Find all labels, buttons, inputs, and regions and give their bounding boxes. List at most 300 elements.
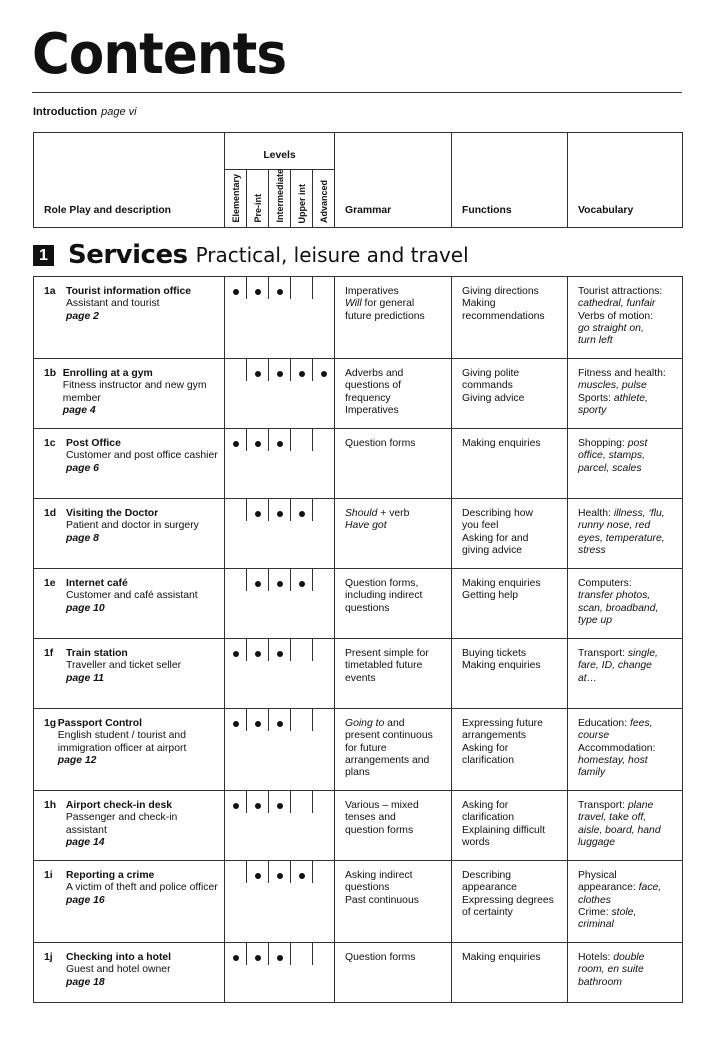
table-row	[34, 639, 683, 709]
grammar-cell	[335, 429, 452, 499]
plain-text: Asking for and	[462, 532, 529, 544]
plain-text: timetabled future	[345, 660, 423, 672]
text-line	[578, 895, 676, 907]
unit-title: Airport check-in desk	[65, 800, 173, 811]
role-play-body	[66, 648, 181, 685]
text-line	[462, 520, 561, 532]
level-dot-icon	[277, 873, 283, 879]
level-dots	[225, 709, 334, 731]
level-column	[269, 861, 291, 883]
text-line	[578, 882, 676, 894]
vocabulary-cell	[568, 277, 683, 359]
plain-text: Fitness and health:	[578, 368, 666, 379]
plain-text: Making enquiries	[462, 578, 541, 589]
role-play-cell	[34, 277, 225, 359]
text-line	[578, 298, 676, 310]
level-dot-icon	[321, 371, 327, 377]
level-dot-icon	[255, 371, 261, 377]
unit-description: Fitness instructor and new gym member	[62, 380, 207, 404]
levels-cell	[225, 861, 335, 943]
level-column	[269, 429, 291, 451]
role-play-cell	[34, 359, 225, 429]
level-dot-icon	[233, 651, 239, 657]
level-dots	[225, 791, 334, 813]
plain-text: recommendations	[462, 310, 545, 322]
italic-text: go straight on,	[578, 322, 644, 334]
unit-page: page 8	[66, 532, 99, 544]
plain-text: Hotels:	[578, 952, 614, 963]
plain-text: Tourist attractions:	[578, 286, 663, 297]
italic-text: bathroom	[578, 976, 622, 988]
level-column	[247, 499, 269, 521]
level-column	[225, 861, 247, 883]
grammar-cell	[335, 861, 452, 943]
vocabulary-cell	[568, 943, 683, 1003]
plain-text: Sports:	[578, 392, 614, 404]
unit-description: Traveller and ticket seller	[66, 660, 182, 672]
text-line	[462, 755, 561, 767]
role-play-entry	[44, 718, 220, 767]
unit-description: English student / tourist and immigration officer at airport	[57, 730, 187, 754]
text-line	[345, 393, 445, 405]
vocabulary-cell	[568, 569, 683, 639]
text-line	[345, 718, 445, 730]
italic-text: cathedral, funfair	[578, 298, 656, 310]
text-line	[578, 335, 676, 347]
text-line	[578, 533, 676, 545]
level-column	[225, 277, 247, 299]
level-column	[269, 499, 291, 521]
role-play-body	[66, 578, 198, 615]
role-play-entry	[44, 648, 220, 685]
plain-text: Adverbs and	[345, 368, 404, 379]
levels-cell	[225, 359, 335, 429]
unit-page: page 12	[57, 754, 97, 766]
plain-text: Asking for	[462, 800, 509, 811]
level-column	[291, 569, 313, 591]
level-column	[225, 943, 247, 965]
section-subtitle: Practical, leisure and travel	[195, 243, 469, 267]
unit-page: page 2	[66, 310, 99, 322]
italic-text: runny nose, red	[578, 520, 651, 532]
italic-text: room, en suite	[578, 964, 644, 976]
text-line	[578, 964, 676, 976]
level-column	[291, 429, 313, 451]
level-column	[291, 943, 313, 965]
text-line	[345, 673, 445, 685]
role-play-cell	[34, 569, 225, 639]
level-dot-icon	[255, 289, 261, 295]
text-line	[578, 438, 676, 450]
text-line	[345, 298, 445, 310]
role-play-entry	[44, 800, 220, 849]
level-dots	[225, 569, 334, 591]
italic-text: Going to	[345, 718, 385, 729]
functions-cell	[452, 569, 568, 639]
functions-cell	[452, 709, 568, 791]
vocabulary-cell	[568, 861, 683, 943]
grammar-cell	[335, 709, 452, 791]
plain-text: Question forms	[345, 438, 416, 449]
levels-cell	[225, 943, 335, 1003]
text-line	[462, 870, 561, 882]
unit-title: Post Office	[66, 438, 121, 449]
plain-text: question forms	[345, 824, 414, 836]
level-column	[225, 639, 247, 661]
plain-text: Transport:	[578, 800, 628, 811]
italic-text: at…	[578, 672, 598, 684]
plain-text: Imperatives	[345, 286, 399, 297]
italic-text: fare, ID, change	[578, 660, 652, 672]
level-column	[247, 429, 269, 451]
level-column	[291, 639, 313, 661]
text-line	[462, 286, 561, 298]
unit-title: Passport Control	[57, 718, 143, 729]
level-column	[313, 277, 334, 299]
level-dot-icon	[299, 371, 305, 377]
italic-text: Should	[345, 508, 378, 519]
level-column	[313, 861, 334, 883]
plain-text: frequency	[345, 392, 391, 404]
plain-text: Expressing degrees	[462, 894, 554, 906]
italic-text: eyes, temperature,	[578, 532, 665, 544]
vocabulary-cell	[568, 639, 683, 709]
text-line	[462, 438, 561, 450]
level-column	[247, 277, 269, 299]
text-line	[345, 380, 445, 392]
level-column	[269, 277, 291, 299]
level-column	[225, 709, 247, 731]
level-column	[269, 569, 291, 591]
text-line	[578, 368, 676, 380]
level-dot-icon	[255, 651, 261, 657]
text-line	[578, 603, 676, 615]
level-dot-icon	[233, 955, 239, 961]
plain-text: plans	[345, 767, 370, 779]
unit-page: page 10	[66, 602, 105, 614]
italic-text: course	[578, 730, 610, 742]
italic-text: face,	[638, 882, 662, 894]
text-line	[345, 311, 445, 323]
level-dot-icon	[299, 581, 305, 587]
unit-page: page 18	[66, 976, 105, 988]
text-line	[462, 660, 561, 672]
text-line	[462, 393, 561, 405]
italic-text: clothes	[578, 894, 611, 906]
unit-page: page 4	[62, 404, 96, 416]
level-dot-icon	[255, 803, 261, 809]
level-dots	[225, 429, 334, 451]
text-line	[578, 907, 676, 919]
grammar-cell	[335, 639, 452, 709]
plain-text: questions of	[345, 380, 402, 392]
level-column	[291, 791, 313, 813]
level-upper-int: Upper int	[296, 183, 307, 223]
text-line	[578, 919, 676, 931]
unit-description: Assistant and tourist	[66, 298, 160, 310]
plain-text: Imperatives	[345, 404, 399, 416]
plain-text: appearance	[462, 882, 517, 894]
role-play-entry	[44, 508, 220, 545]
text-line	[462, 730, 561, 742]
level-column	[225, 359, 247, 381]
text-line	[345, 438, 445, 450]
unit-description: Patient and doctor in surgery	[66, 520, 199, 532]
table-row	[34, 569, 683, 639]
text-line	[462, 508, 561, 520]
level-dot-icon	[277, 651, 283, 657]
text-line	[462, 800, 561, 812]
role-play-cell	[34, 429, 225, 499]
unit-page: page 14	[65, 836, 105, 848]
text-line	[345, 603, 445, 615]
plain-text: Education:	[578, 718, 630, 729]
table-row	[34, 499, 683, 569]
level-dots	[225, 277, 334, 299]
text-line	[462, 882, 561, 894]
italic-text: family	[578, 767, 606, 779]
header-grammar: Grammar	[335, 133, 452, 228]
unit-code: 1d	[44, 508, 57, 519]
text-line	[578, 837, 676, 849]
grammar-cell	[335, 277, 452, 359]
text-line	[462, 743, 561, 755]
grammar-cell	[335, 499, 452, 569]
functions-cell	[452, 639, 568, 709]
level-dot-icon	[233, 721, 239, 727]
vocabulary-cell	[568, 499, 683, 569]
level-column	[225, 791, 247, 813]
level-dot-icon	[299, 873, 305, 879]
level-dot-icon	[299, 511, 305, 517]
italic-text: illness, ‘flu,	[613, 508, 665, 519]
text-line	[578, 323, 676, 335]
grammar-cell	[335, 943, 452, 1003]
role-play-cell	[34, 639, 225, 709]
unit-title: Checking into a hotel	[66, 952, 172, 963]
plain-text: Asking for	[462, 742, 509, 754]
unit-page: page 6	[66, 462, 99, 474]
level-dots	[225, 639, 334, 661]
unit-code: 1j	[44, 952, 53, 963]
text-line	[578, 508, 676, 520]
text-line	[578, 730, 676, 742]
plain-text: Making	[462, 298, 496, 310]
role-play-body	[66, 800, 220, 849]
level-column	[313, 569, 334, 591]
levels-cell	[225, 709, 335, 791]
text-line	[462, 578, 561, 590]
unit-code: 1h	[44, 800, 57, 811]
plain-text: future predictions	[345, 310, 425, 322]
role-play-body	[66, 870, 218, 907]
plain-text: Expressing future	[462, 718, 543, 729]
text-line	[578, 311, 676, 323]
units-table	[33, 276, 683, 1003]
level-dot-icon	[255, 873, 261, 879]
plain-text: Making enquiries	[462, 952, 541, 963]
unit-title: Visiting the Doctor	[66, 508, 159, 519]
role-play-cell	[34, 709, 225, 791]
unit-title: Train station	[66, 648, 128, 659]
plain-text: Physical	[578, 870, 617, 881]
italic-text: turn left	[578, 335, 613, 347]
plain-text: Transport:	[578, 648, 628, 659]
table-row	[34, 943, 683, 1003]
italic-text: post	[627, 438, 648, 449]
text-line	[578, 673, 676, 685]
level-dot-icon	[277, 371, 283, 377]
plain-text: for general	[361, 298, 415, 310]
role-play-body	[66, 508, 199, 545]
plain-text: Describing	[462, 870, 512, 881]
unit-description: Customer and café assistant	[66, 590, 198, 602]
text-line	[578, 952, 676, 964]
text-line	[578, 450, 676, 462]
role-play-entry	[44, 952, 220, 989]
plain-text: giving advice	[462, 544, 523, 556]
text-line	[578, 870, 676, 882]
italic-text: fees,	[630, 718, 653, 729]
levels-cell	[225, 791, 335, 861]
page-title: Contents	[32, 22, 287, 87]
text-line	[578, 405, 676, 417]
functions-cell	[452, 861, 568, 943]
unit-description: Customer and post office cashier	[66, 450, 218, 462]
table-row	[34, 709, 683, 791]
level-column	[225, 429, 247, 451]
role-play-body	[66, 438, 218, 475]
plain-text: Verbs of motion:	[578, 310, 654, 322]
text-line	[578, 590, 676, 602]
level-dots	[225, 499, 334, 521]
level-column	[247, 943, 269, 965]
vocabulary-cell	[568, 359, 683, 429]
italic-text: Have got	[345, 520, 387, 532]
level-column	[291, 359, 313, 381]
role-play-body	[58, 718, 220, 767]
text-line	[462, 545, 561, 557]
level-dot-icon	[255, 721, 261, 727]
header-role-play: Role Play and description	[34, 133, 225, 228]
level-column	[269, 943, 291, 965]
plain-text: clarification	[462, 812, 514, 824]
level-dot-icon	[277, 803, 283, 809]
plain-text: clarification	[462, 754, 514, 766]
plain-text: you feel	[462, 520, 499, 532]
text-line	[578, 977, 676, 989]
plain-text: appearance:	[578, 882, 639, 894]
section-title: Services	[68, 240, 188, 270]
level-column	[269, 709, 291, 731]
text-line	[578, 812, 676, 824]
plain-text: Giving directions	[462, 286, 539, 297]
role-play-cell	[34, 861, 225, 943]
vocabulary-cell	[568, 709, 683, 791]
unit-code: 1a	[44, 286, 56, 297]
text-line	[578, 380, 676, 392]
level-column	[291, 861, 313, 883]
italic-text: stole,	[611, 906, 637, 918]
text-line	[462, 590, 561, 602]
plain-text: arrangements	[462, 730, 527, 742]
text-line	[345, 767, 445, 779]
level-column	[313, 429, 334, 451]
level-column	[291, 499, 313, 521]
section-heading	[33, 240, 469, 270]
plain-text: Buying tickets	[462, 648, 527, 659]
level-column	[247, 639, 269, 661]
plain-text: commands	[462, 380, 513, 392]
text-line	[578, 578, 676, 590]
level-dots	[225, 861, 334, 883]
text-line	[345, 590, 445, 602]
grammar-cell	[335, 359, 452, 429]
level-advanced: Advanced	[318, 179, 329, 223]
level-dot-icon	[277, 721, 283, 727]
level-column	[313, 791, 334, 813]
text-line	[345, 755, 445, 767]
text-line	[345, 405, 445, 417]
plain-text: questions	[345, 602, 390, 614]
unit-title: Internet café	[66, 578, 128, 589]
table-row	[34, 359, 683, 429]
text-line	[462, 952, 561, 964]
level-intermediate: Intermediate	[274, 169, 285, 223]
unit-code: 1i	[44, 870, 53, 881]
unit-description: Passenger and check-in assistant	[65, 812, 178, 836]
level-column	[247, 359, 269, 381]
header-functions: Functions	[452, 133, 568, 228]
level-column	[313, 639, 334, 661]
italic-text: double	[613, 952, 645, 963]
text-line	[462, 907, 561, 919]
level-dots	[225, 359, 334, 381]
text-line	[462, 298, 561, 310]
text-line	[345, 812, 445, 824]
italic-text: scan, broadband,	[578, 602, 659, 614]
functions-cell	[452, 499, 568, 569]
grammar-cell	[335, 569, 452, 639]
text-line	[345, 882, 445, 894]
italic-text: plane	[627, 800, 654, 811]
level-elementary: Elementary	[230, 174, 241, 223]
text-line	[578, 393, 676, 405]
text-line	[578, 463, 676, 475]
text-line	[462, 533, 561, 545]
unit-description: A victim of theft and police officer	[66, 882, 218, 894]
plain-text: Present simple for	[345, 648, 429, 659]
text-line	[345, 648, 445, 660]
unit-title: Tourist information office	[66, 286, 192, 297]
unit-title: Enrolling at a gym	[62, 368, 153, 379]
italic-text: athlete,	[613, 392, 648, 404]
text-line	[578, 718, 676, 730]
italic-text: office, stamps,	[578, 450, 645, 462]
column-header-table	[33, 132, 683, 228]
plain-text: tenses and	[345, 812, 396, 824]
level-column	[269, 639, 291, 661]
plain-text: Past continuous	[345, 894, 419, 906]
level-column	[313, 499, 334, 521]
plain-text: Giving advice	[462, 392, 525, 404]
italic-text: Will	[345, 298, 362, 310]
plain-text: present continuous	[345, 730, 433, 742]
role-play-entry	[44, 578, 220, 615]
plain-text: Explaining difficult	[462, 824, 545, 836]
role-play-body	[66, 952, 171, 989]
text-line	[578, 615, 676, 627]
